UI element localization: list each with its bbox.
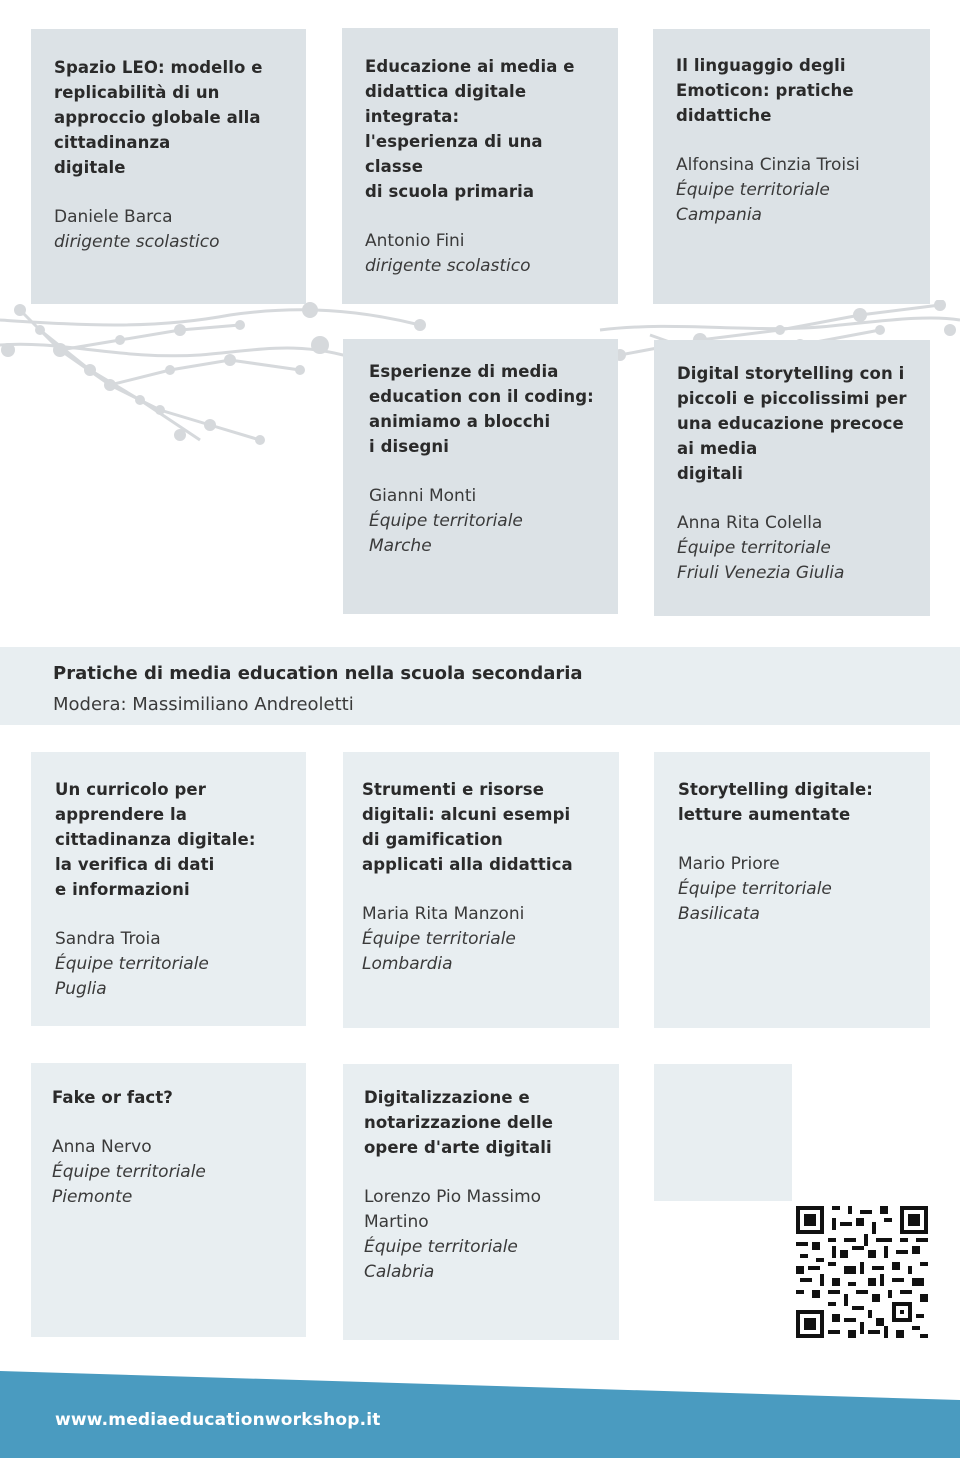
- speaker-name: Sandra Troia: [55, 929, 161, 949]
- session-card: [654, 752, 930, 1028]
- speaker-role: Équipe territoriale Basilicata: [678, 879, 832, 924]
- speaker-role: dirigente scolastico: [365, 256, 531, 276]
- session-title: Un curricolo per apprendere la cittadinanza digitale: la verifica di dati e informazioni: [55, 780, 256, 899]
- session-card: [343, 1064, 619, 1340]
- speaker-role: Équipe territoriale Piemonte: [52, 1162, 206, 1207]
- section-moderator: Modera: Massimiliano Andreoletti: [53, 694, 354, 715]
- session-title: Strumenti e risorse digitali: alcuni esempi di gamification applicati alla didattica: [362, 780, 573, 874]
- session-title: Storytelling digitale: letture aumentate: [678, 780, 873, 824]
- footer-website-link[interactable]: www.mediaeducationworkshop.it: [55, 1410, 381, 1430]
- qr-code-icon[interactable]: [796, 1206, 928, 1338]
- session-card: [343, 339, 618, 614]
- session-title: Fake or fact?: [52, 1088, 173, 1107]
- session-title: Digitalizzazione e notarizzazione delle opere d'arte digitali: [364, 1088, 554, 1157]
- speaker-role: Équipe territoriale Campania: [676, 180, 830, 225]
- speaker-name: Antonio Fini: [365, 231, 465, 251]
- speaker-role: dirigente scolastico: [54, 232, 220, 252]
- session-card: [31, 1063, 306, 1337]
- session-card: [343, 752, 619, 1028]
- speaker-role: Équipe territoriale Calabria: [364, 1237, 518, 1282]
- speaker-name: Mario Priore: [678, 854, 780, 874]
- session-card: [654, 340, 930, 616]
- speaker-role: Équipe territoriale Marche: [369, 511, 523, 556]
- speaker-name: Anna Rita Colella: [677, 513, 823, 533]
- session-card: [653, 29, 930, 304]
- speaker-role: Équipe territoriale Friuli Venezia Giulia: [677, 538, 845, 583]
- speaker-name: Anna Nervo: [52, 1137, 152, 1157]
- session-card: [31, 752, 306, 1026]
- session-card: [31, 29, 306, 304]
- speaker-name: Lorenzo Pio Massimo Martino: [364, 1187, 542, 1232]
- session-title: Il linguaggio degli Emoticon: pratiche didattiche: [676, 56, 854, 125]
- empty-card: [654, 1064, 792, 1201]
- session-title: Digital storytelling con i piccoli e piccolissimi per una educazione precoce ai media digitali: [677, 364, 907, 483]
- speaker-role: Équipe territoriale Puglia: [55, 954, 209, 999]
- session-title: Educazione ai media e didattica digitale integrata: l'esperienza di una classe di scuola primaria: [365, 57, 575, 201]
- speaker-name: Gianni Monti: [369, 486, 477, 506]
- session-card: [342, 28, 618, 304]
- speaker-role: Équipe territoriale Lombardia: [362, 929, 516, 974]
- session-title: Spazio LEO: modello e replicabilità di un approccio globale alla cittadinanza digitale: [54, 58, 263, 177]
- session-title: Esperienze di media education con il coding: animiamo a blocchi i disegni: [369, 362, 594, 456]
- speaker-name: Daniele Barca: [54, 207, 173, 227]
- speaker-name: Maria Rita Manzoni: [362, 904, 525, 924]
- section-title: Pratiche di media education nella scuola secondaria: [53, 663, 583, 684]
- speaker-name: Alfonsina Cinzia Troisi: [676, 155, 860, 175]
